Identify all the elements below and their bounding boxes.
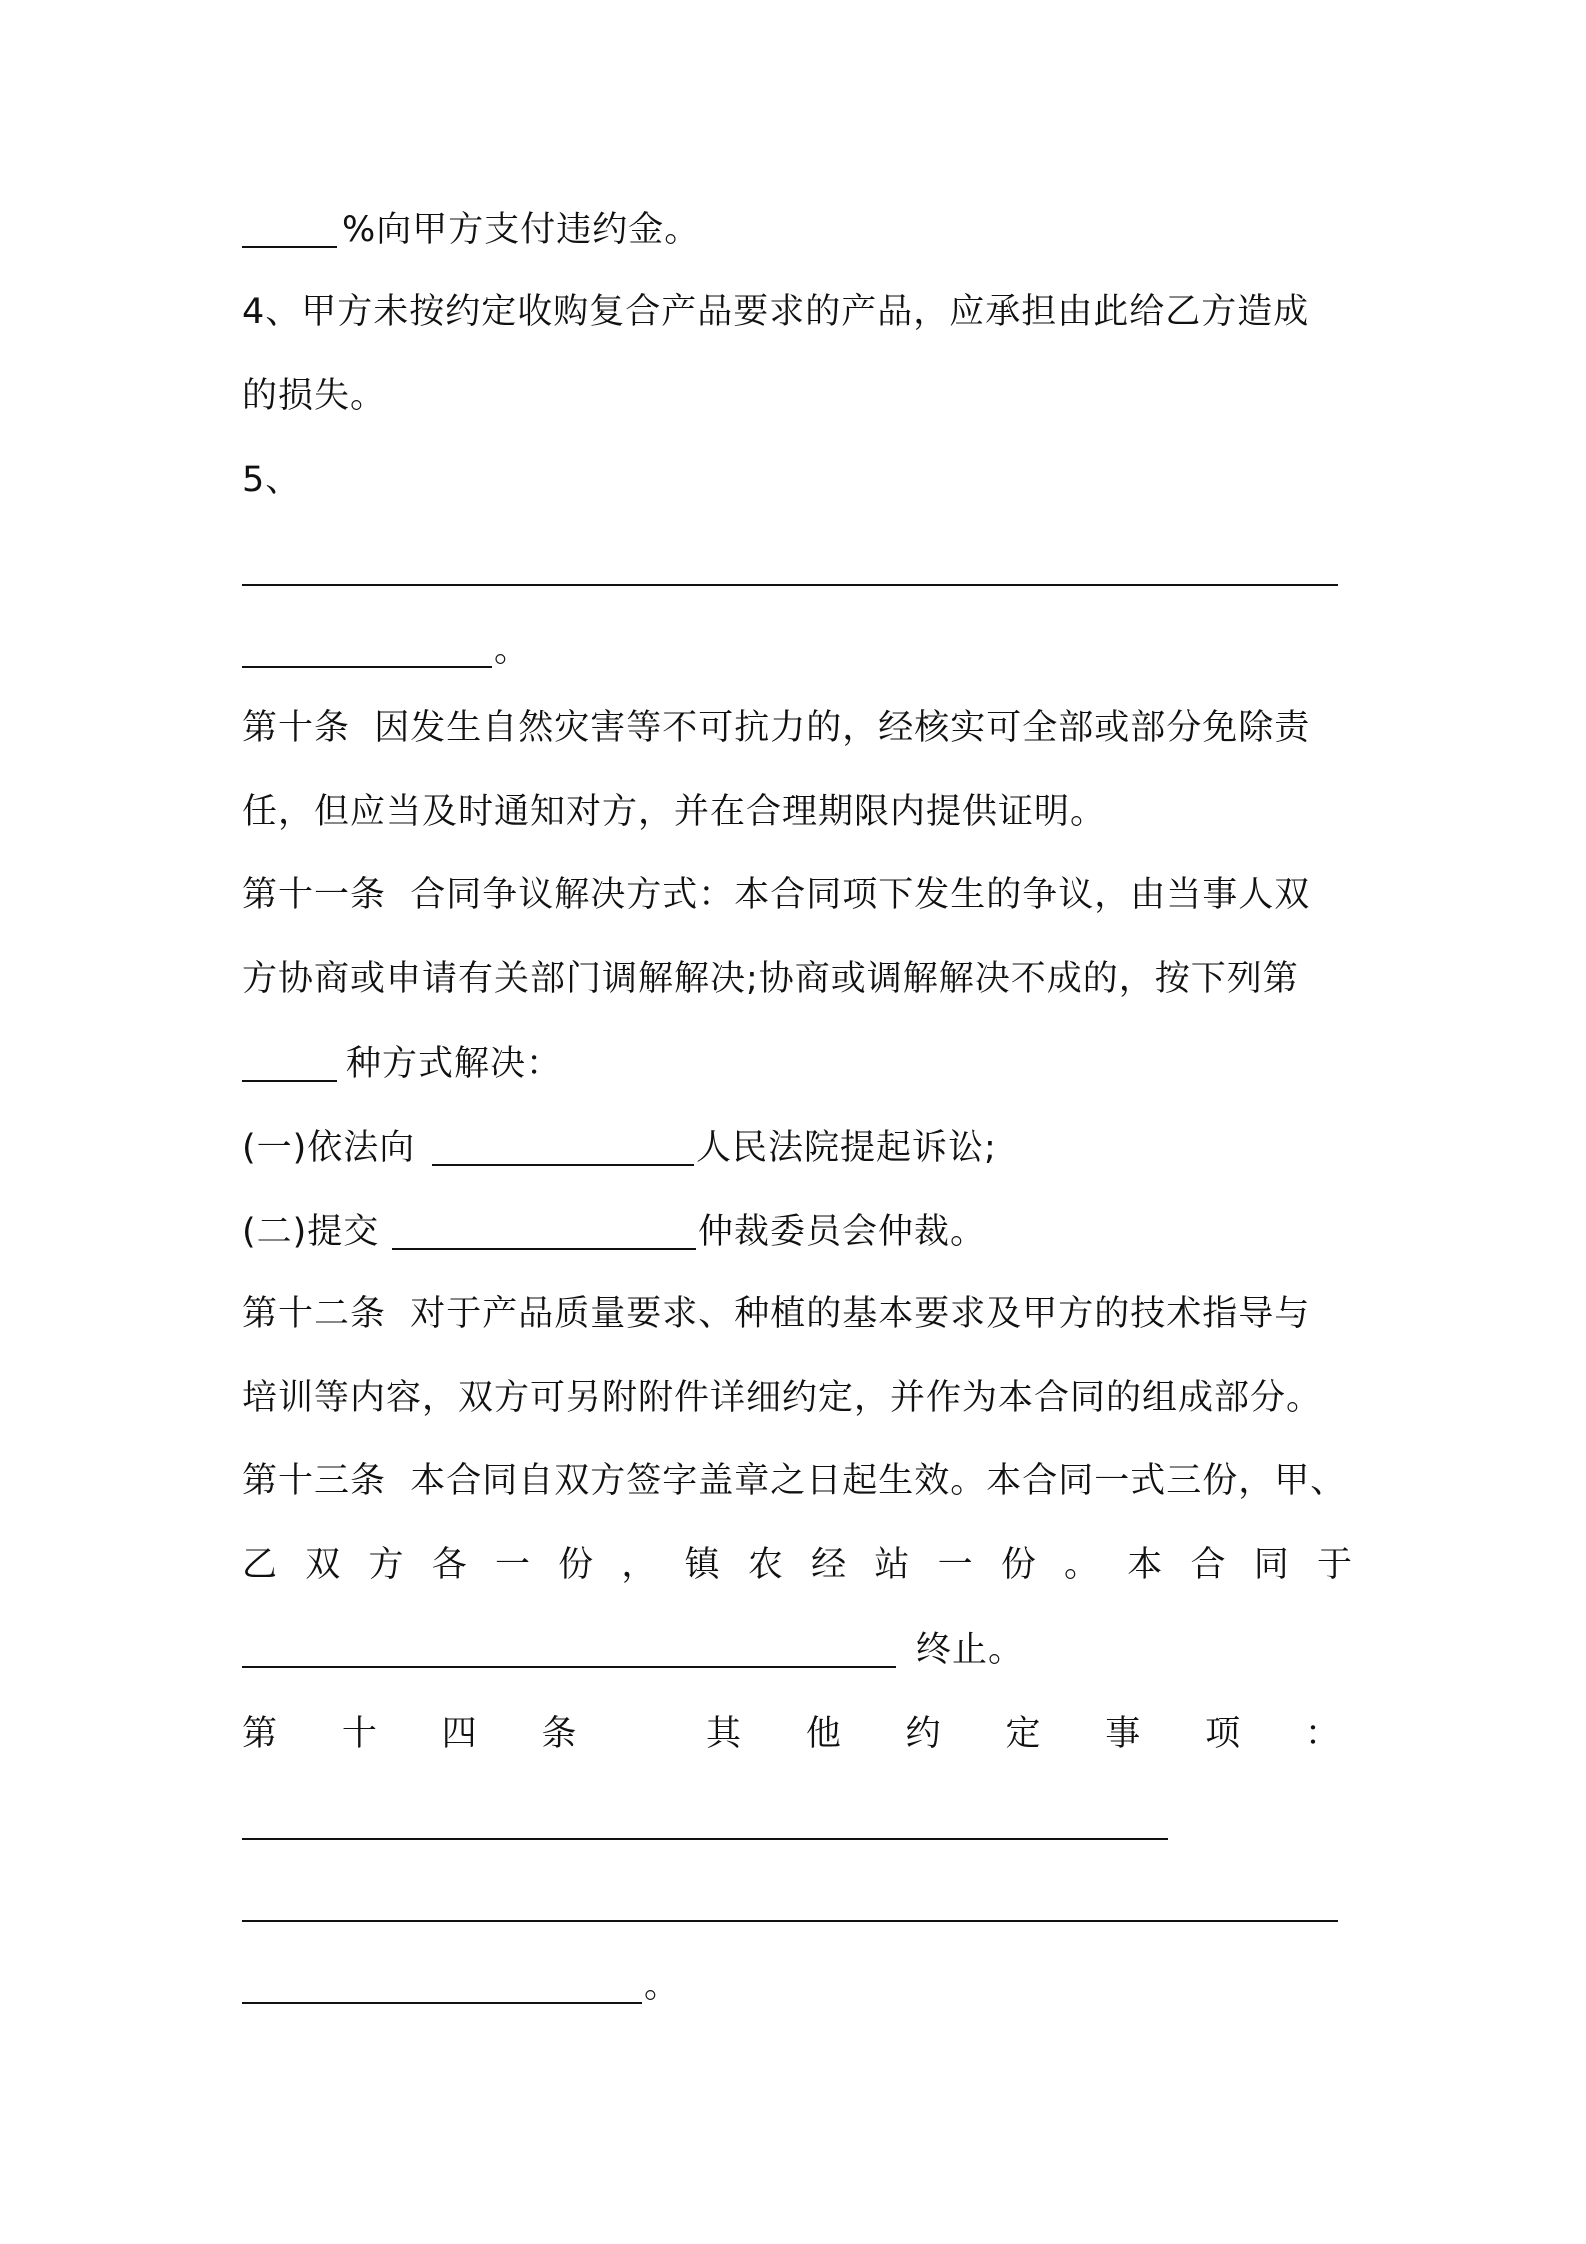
char: 本 (1127, 1545, 1163, 1585)
text-line: 方协商或申请有关部门调解解决;协商或调解解决不成的，按下列第 (242, 959, 1299, 999)
char: 第 (242, 1714, 278, 1754)
char: 其 (706, 1714, 742, 1754)
text-line: 终止。 (916, 1630, 1025, 1670)
text-line: 任，但应当及时通知对方，并在合理期限内提供证明。 (242, 792, 1107, 832)
char: 项 (1205, 1714, 1241, 1754)
char: 各 (431, 1545, 467, 1585)
char: 站 (874, 1545, 910, 1585)
text-line: 4、甲方未按约定收购复合产品要求的产品，应承担由此给乙方造成 (242, 292, 1310, 332)
text-line: 。 (644, 1966, 681, 2006)
fill-blank (242, 2002, 642, 2004)
char: 乙 (242, 1545, 278, 1585)
fill-blank (242, 1920, 1338, 1922)
fill-blank (242, 1838, 1168, 1840)
char: 合 (1190, 1545, 1226, 1585)
char: 份 (1000, 1545, 1036, 1585)
fill-blank (432, 1164, 694, 1166)
char: 定 (1005, 1714, 1041, 1754)
text-line: 5、 (242, 460, 302, 500)
char: 条 (541, 1714, 577, 1754)
text-line: 仲裁委员会仲裁。 (698, 1212, 987, 1252)
fill-blank (242, 666, 492, 668)
text-line: %向甲方支付违约金。 (342, 210, 701, 250)
clause-12: 第十二条 对于产品质量要求、种植的基本要求及甲方的技术指导与 (242, 1294, 1311, 1334)
char: 十 (341, 1714, 377, 1754)
justified-line (242, 1543, 1352, 1587)
char: 镇 (684, 1545, 720, 1585)
char: 事 (1105, 1714, 1141, 1754)
char: ， (621, 1545, 657, 1585)
text-line: 。 (494, 630, 531, 670)
char: 经 (811, 1545, 847, 1585)
text-line: 种方式解决： (346, 1044, 563, 1084)
char: 他 (805, 1714, 841, 1754)
text-line: (二)提交 (242, 1212, 380, 1252)
char: 双 (305, 1545, 341, 1585)
text-line: 培训等内容，双方可另附附件详细约定，并作为本合同的组成部分。 (242, 1378, 1323, 1418)
fill-blank (242, 1080, 337, 1082)
fill-blank (242, 246, 337, 248)
char: 一 (937, 1545, 973, 1585)
text-line: 人民法院提起诉讼; (696, 1128, 997, 1168)
fill-blank (392, 1248, 696, 1250)
clause-11: 第十一条 合同争议解决方式：本合同项下发生的争议，由当事人双 (242, 875, 1311, 915)
clause-14 (242, 1712, 1340, 1756)
char: 方 (368, 1545, 404, 1585)
clause-13: 第十三条 本合同自双方签字盖章之日起生效。本合同一式三份，甲、 (242, 1461, 1347, 1501)
char: 约 (905, 1714, 941, 1754)
char: 于 (1316, 1545, 1352, 1585)
char: ： (1304, 1714, 1340, 1754)
char: 。 (1064, 1545, 1100, 1585)
fill-blank (242, 584, 1338, 586)
text-line: 的损失。 (242, 376, 387, 416)
char: 份 (558, 1545, 594, 1585)
char: 农 (747, 1545, 783, 1585)
text-line: (一)依法向 (242, 1128, 416, 1168)
char: 同 (1253, 1545, 1289, 1585)
char: 四 (441, 1714, 477, 1754)
char: 一 (494, 1545, 530, 1585)
fill-blank (242, 1666, 896, 1668)
clause-10: 第十条 因发生自然灾害等不可抗力的，经核实可全部或部分免除责 (242, 708, 1311, 748)
